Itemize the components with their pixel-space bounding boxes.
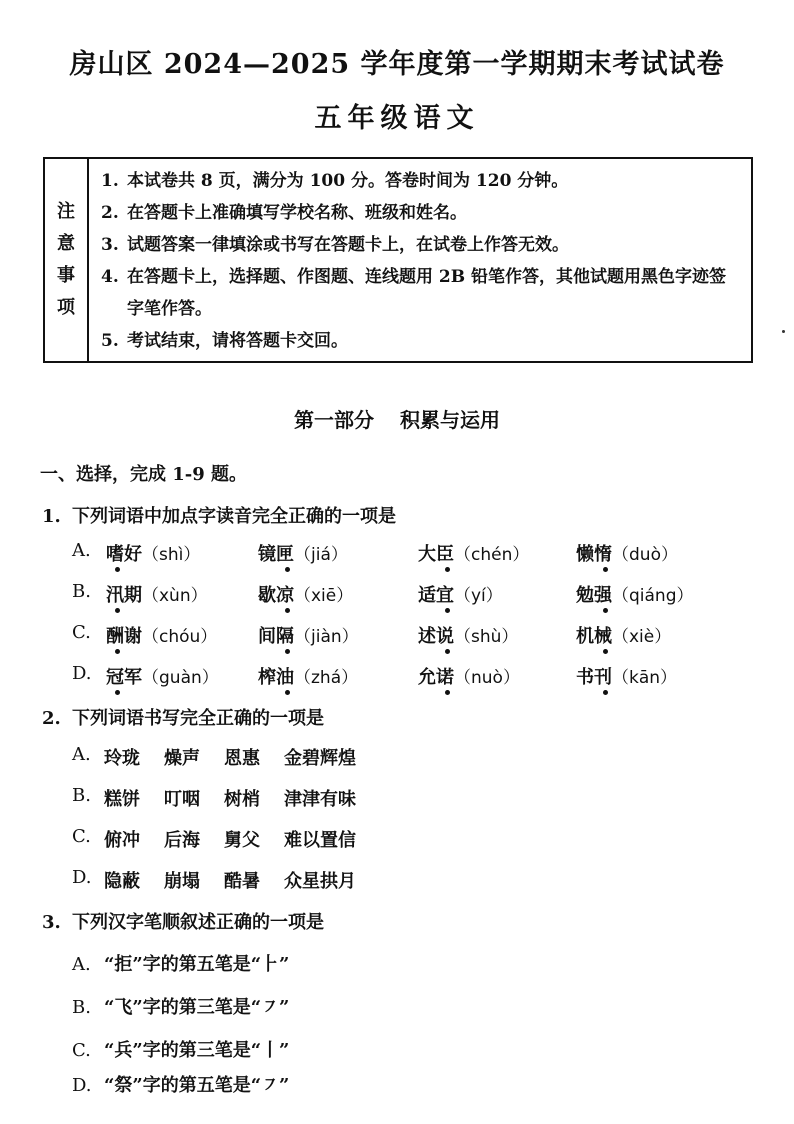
option-letter: A. — [72, 954, 91, 975]
question-3 — [42, 908, 324, 934]
notice-item — [101, 197, 743, 229]
option-text: “兵”字的第三笔是“丨” — [104, 1040, 290, 1061]
word: 间隔 — [258, 626, 294, 647]
option-word: 金碧辉煌 — [284, 748, 356, 769]
exam-title: 房山区 2024—2025 学年度第一学期期末考试试卷 — [69, 49, 725, 80]
word: 歇凉 — [258, 585, 294, 606]
notice-item-number: 2. — [101, 203, 119, 223]
word: 书刊 — [576, 667, 612, 688]
pinyin-item — [258, 581, 353, 607]
option-letter: A. — [72, 744, 91, 765]
option-word: 津津有味 — [284, 789, 356, 810]
word: 适宜 — [418, 585, 454, 606]
q1-option-a[interactable] — [72, 540, 772, 568]
option-letter: D. — [72, 1075, 92, 1096]
pinyin: （xiē） — [294, 586, 354, 606]
pinyin: （nuò） — [454, 668, 520, 688]
pinyin-item — [258, 540, 348, 566]
option-text: “祭”字的第五笔是“㇇” — [104, 1075, 290, 1096]
word: 大臣 — [418, 544, 454, 565]
option-text: “飞”字的第三笔是“㇇” — [104, 997, 290, 1018]
pinyin: （chén） — [454, 545, 530, 565]
question-number: 2. — [42, 708, 61, 729]
option-word: 糕饼 — [104, 789, 140, 810]
pinyin: （kān） — [612, 668, 678, 688]
notice-list — [101, 165, 743, 357]
pinyin-item — [418, 622, 518, 648]
question-stem: 下列词语中加点字读音完全正确的一项是 — [72, 506, 396, 527]
option-word: 后海 — [164, 830, 200, 851]
word: 冠军 — [106, 667, 142, 688]
emphasis-dot — [603, 567, 608, 572]
pinyin-item — [576, 540, 678, 566]
scan-speck — [782, 330, 785, 333]
q2-option-b[interactable] — [72, 785, 572, 813]
notice-box — [43, 157, 753, 363]
option-word: 玲珑 — [104, 748, 140, 769]
q1-option-d[interactable] — [72, 663, 772, 691]
word: 勉强 — [576, 585, 612, 606]
option-word: 燥声 — [164, 748, 200, 769]
option-word: 众星拱月 — [284, 871, 356, 892]
option-letter: A. — [72, 540, 91, 561]
pinyin-item — [258, 663, 358, 689]
option-letter: C. — [72, 826, 91, 847]
pinyin: （jiá） — [294, 545, 348, 565]
notice-item-text: 试题答案一律填涂或书写在答题卡上，在试卷上作答无效。 — [127, 235, 569, 255]
pinyin: （guàn） — [142, 668, 219, 688]
word: 允诺 — [418, 667, 454, 688]
option-word: 叮咽 — [164, 789, 200, 810]
option-letter: D. — [72, 663, 92, 684]
pinyin: （jiàn） — [294, 627, 359, 647]
pinyin-item — [106, 581, 208, 607]
question-number: 1. — [42, 506, 61, 527]
notice-label-char: 意 — [57, 233, 75, 254]
emphasis-dot — [603, 608, 608, 613]
pinyin: （xiè） — [612, 627, 672, 647]
emphasis-dot — [445, 567, 450, 572]
word: 懒惰 — [576, 544, 612, 565]
pinyin: （duò） — [612, 545, 678, 565]
pinyin: （shì） — [142, 545, 201, 565]
pinyin-item — [576, 581, 694, 607]
part-title — [0, 404, 794, 433]
q3-option-d[interactable] — [72, 1071, 289, 1097]
notice-item — [101, 165, 743, 197]
notice-label — [45, 159, 89, 361]
pinyin-item — [106, 622, 217, 648]
question-stem: 下列汉字笔顺叙述正确的一项是 — [72, 912, 324, 933]
emphasis-dot — [285, 690, 290, 695]
q3-option-c[interactable] — [72, 1036, 289, 1062]
notice-label-char: 事 — [57, 265, 75, 286]
option-letter: C. — [72, 1040, 91, 1061]
pinyin: （chóu） — [142, 627, 218, 647]
emphasis-dot — [445, 649, 450, 654]
emphasis-dot — [115, 649, 120, 654]
pinyin-item — [418, 540, 529, 566]
emphasis-dot — [115, 567, 120, 572]
notice-item — [101, 325, 743, 357]
word: 镜匣 — [258, 544, 294, 565]
emphasis-dot — [445, 608, 450, 613]
emphasis-dot — [445, 690, 450, 695]
word: 机械 — [576, 626, 612, 647]
option-text: “拒”字的第五笔是“⺊” — [104, 954, 290, 975]
option-letter: D. — [72, 867, 92, 888]
pinyin: （yí） — [454, 586, 503, 606]
word: 酬谢 — [106, 626, 142, 647]
q1-option-b[interactable] — [72, 581, 772, 609]
question-stem: 下列词语书写完全正确的一项是 — [72, 708, 324, 729]
pinyin-item — [576, 622, 671, 648]
notice-item — [101, 229, 743, 261]
pinyin-item — [576, 663, 677, 689]
option-word: 崩塌 — [164, 871, 200, 892]
emphasis-dot — [115, 608, 120, 613]
option-word: 隐蔽 — [104, 871, 140, 892]
option-word: 俯冲 — [104, 830, 140, 851]
pinyin: （shù） — [454, 627, 519, 647]
notice-label-char: 注 — [57, 201, 75, 222]
emphasis-dot — [285, 608, 290, 613]
emphasis-dot — [603, 690, 608, 695]
pinyin: （xùn） — [142, 586, 208, 606]
part-number: 第一部分 — [294, 408, 374, 432]
option-letter: B. — [72, 785, 91, 806]
notice-label-char: 项 — [57, 297, 75, 318]
emphasis-dot — [603, 649, 608, 654]
notice-item-text: 本试卷共 8 页，满分为 100 分。答卷时间为 120 分钟。 — [127, 171, 569, 191]
notice-item-number: 4. — [101, 267, 119, 287]
notice-item-number: 5. — [101, 331, 119, 351]
q3-option-a[interactable] — [72, 950, 289, 976]
notice-item-number: 1. — [101, 171, 119, 191]
pinyin: （zhá） — [294, 668, 359, 688]
word: 榨油 — [258, 667, 294, 688]
section-heading: 一、选择，完成 1-9 题。 — [40, 464, 248, 485]
notice-item-text: 考试结束，请将答题卡交回。 — [127, 331, 348, 351]
word: 嗜好 — [106, 544, 142, 565]
option-word: 恩惠 — [224, 748, 260, 769]
option-word: 舅父 — [224, 830, 260, 851]
option-letter: B. — [72, 997, 91, 1018]
q1-option-c[interactable] — [72, 622, 772, 650]
notice-item-text: 在答题卡上准确填写学校名称、班级和姓名。 — [127, 203, 467, 223]
exam-subtitle: 五年级语文 — [314, 103, 480, 134]
q2-option-a[interactable] — [72, 744, 572, 772]
question-2 — [42, 704, 324, 730]
emphasis-dot — [285, 567, 290, 572]
question-1 — [42, 502, 396, 528]
word: 述说 — [418, 626, 454, 647]
pinyin-item — [418, 581, 503, 607]
word: 汛期 — [106, 585, 142, 606]
option-letter: C. — [72, 622, 91, 643]
pinyin-item — [258, 622, 359, 648]
q3-option-b[interactable] — [72, 993, 289, 1019]
notice-item-number: 3. — [101, 235, 119, 255]
option-word: 难以置信 — [284, 830, 356, 851]
notice-item — [101, 261, 743, 325]
emphasis-dot — [115, 690, 120, 695]
pinyin-item — [418, 663, 520, 689]
q2-option-d[interactable] — [72, 867, 572, 895]
notice-item-text: 在答题卡上，选择题、作图题、连线题用 2B 铅笔作答，其他试题用黑色字迹签字笔作答。 — [127, 267, 727, 319]
option-letter: B. — [72, 581, 91, 602]
option-word: 酷暑 — [224, 871, 260, 892]
part-name: 积累与运用 — [400, 408, 500, 432]
emphasis-dot — [285, 649, 290, 654]
option-word: 树梢 — [224, 789, 260, 810]
pinyin-item — [106, 663, 219, 689]
question-number: 3. — [42, 912, 61, 933]
q2-option-c[interactable] — [72, 826, 572, 854]
pinyin: （qiáng） — [612, 586, 694, 606]
pinyin-item — [106, 540, 200, 566]
